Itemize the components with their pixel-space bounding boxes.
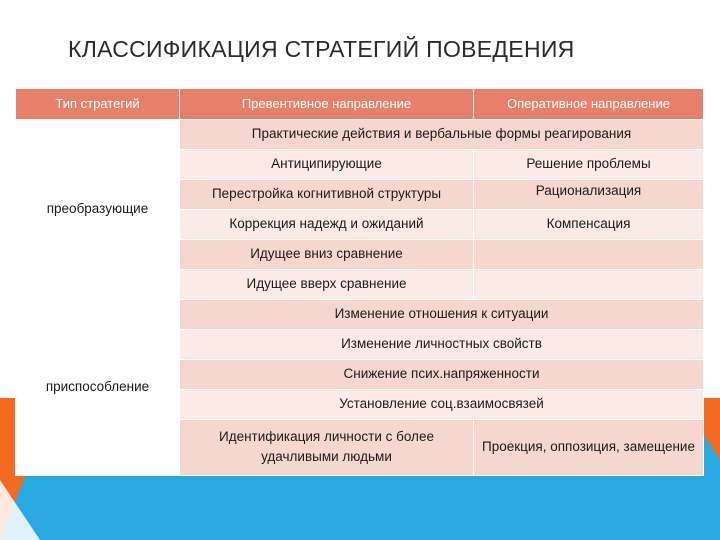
preventive-cell: Идущее вниз сравнение bbox=[180, 239, 474, 269]
merged-cell: Изменение личностных свойств bbox=[180, 329, 704, 359]
operative-cell: Рационализация bbox=[474, 179, 704, 209]
merged-cell: Изменение отношения к ситуации bbox=[180, 299, 704, 329]
header-preventive: Превентивное направление bbox=[180, 89, 474, 120]
operative-cell bbox=[474, 269, 704, 299]
operative-cell: Проекция, оппозиция, замещение bbox=[474, 419, 704, 475]
preventive-cell: Идентификация личности с более удачливыми людьми bbox=[180, 419, 474, 475]
table-header-row bbox=[16, 89, 704, 120]
preventive-cell: Коррекция надежд и ожиданий bbox=[180, 209, 474, 239]
operative-cell bbox=[474, 239, 704, 269]
table-row bbox=[16, 299, 704, 329]
merged-cell: Установление соц.взаимосвязей bbox=[180, 389, 704, 419]
merged-cell: Снижение псих.напряженности bbox=[180, 359, 704, 389]
operative-cell: Компенсация bbox=[474, 209, 704, 239]
header-operative: Оперативное направление bbox=[474, 89, 704, 120]
operative-cell: Решение проблемы bbox=[474, 149, 704, 179]
preventive-cell: Идущее вверх сравнение bbox=[180, 269, 474, 299]
header-type: Тип стратегий bbox=[16, 89, 180, 120]
preventive-cell: Перестройка когнитивной структуры bbox=[180, 179, 474, 209]
preventive-cell: Антиципирующие bbox=[180, 149, 474, 179]
table-row bbox=[16, 120, 704, 150]
type-cell-adaptation: приспособление bbox=[16, 299, 180, 475]
slide-title: КЛАССИФИКАЦИЯ СТРАТЕГИЙ ПОВЕДЕНИЯ bbox=[68, 36, 575, 62]
strategy-table bbox=[15, 88, 704, 476]
merged-cell: Практические действия и вербальные формы реагирования bbox=[180, 120, 704, 150]
type-cell-transforming: преобразующие bbox=[16, 120, 180, 300]
